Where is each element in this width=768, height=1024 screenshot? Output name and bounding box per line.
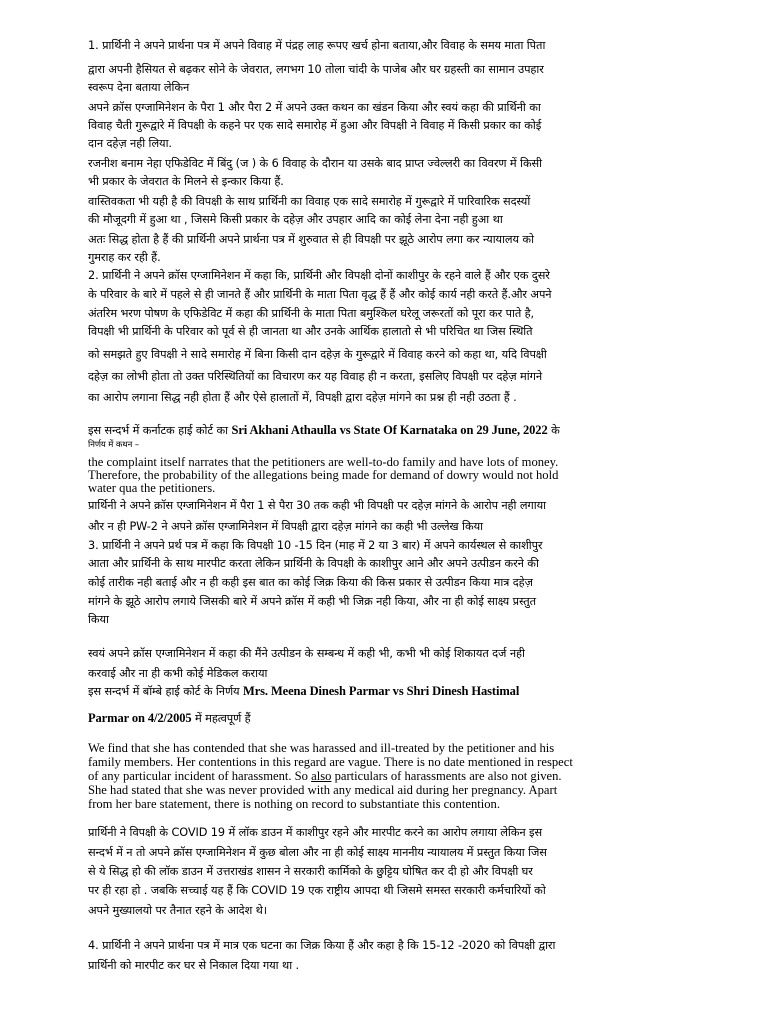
- bombay-quote-line-3: [88, 770, 688, 783]
- para3-line: मांगने के झूठे आरोप लगाये जिसकी बारे में अपने क्रॉस में कही भी जिक्र नही किया, और ना ही कोई साक्ष्य प्रस्तुत: [88, 595, 536, 608]
- para3-line: किया: [88, 613, 109, 626]
- covid-line: से ये सिद्ध हो की लॉक डाउन में उत्तराखंड शासन ने सरकारी कार्मिको के छुट्टिय घोषित कर दी हो और विपक्षी घर: [88, 865, 533, 878]
- bombay-quote-line-3-suffix: particulars of harassments are also not given.: [331, 770, 562, 783]
- bombay-quote-line: She had stated that she was never provided with any medical aid during her pregnancy. Apart: [88, 784, 558, 797]
- covid-line: प्रार्थिनी ने विपक्षी के COVID 19 में लॉक डाउन में काशीपुर रहने और मारपीट करने का आरोप लगाया लेकिन इस: [88, 826, 543, 839]
- para4-line: प्रार्थिनी को मारपीट कर घर से निकाल दिया गया था .: [88, 959, 300, 972]
- para1-line: स्वरूप देना बताया लेकिन: [88, 81, 190, 94]
- para1-line: रजनीश बनाम नेहा एफिडेविट में बिंदु (ज ) के 6 विवाह के दौरान या उसके बाद प्राप्त ज्वेल्लरी का विवरण में किसी: [88, 157, 543, 170]
- para1-line: 1. प्रार्थिनी ने अपने प्रार्थना पत्र में अपने विवाह में पंद्रह लाह रूपए खर्च होना बताया,और विवाह के समय माता पिता: [88, 39, 546, 52]
- bombay-quote-line: We find that she has contended that she was harassed and ill-treated by the petitioner and his: [88, 742, 555, 755]
- para3-line: 3. प्रार्थिनी ने अपने प्रर्थ पत्र में कहा कि विपक्षी 10 -15 दिन (माह में 2 या 3 बार) में अपने कार्यस्थल से काशीपुर: [88, 539, 543, 552]
- karnataka-after-line: प्रार्थिनी ने अपने क्रॉस एग्जामिनेशन में पैरा 1 से पैरा 30 तक कही भी विपक्षी पर दहेज़ मांगने के आरोप नही लगाया: [88, 499, 546, 512]
- bombay-quote-line: from her bare statement, there is nothing on record to substantiate this contention.: [88, 798, 500, 811]
- bombay-intro: [88, 684, 684, 699]
- para1-line: द्वारा अपनी हैसियत से बढ़कर सोने के जेवरात, लगभग 10 तोला चांदी के पाजेब और घर ग्रहस्ती का सामान उपहार: [88, 63, 544, 76]
- bombay-case-name-part2: Parmar on 4/2/2005: [88, 711, 192, 725]
- para3-after-line: स्वयं अपने क्रॉस एग्जामिनेशन में कहा की मैंने उत्पीडन के सम्बन्ध में कही भी, कभी भी कोई शिकायत दर्ज नही: [88, 647, 525, 660]
- karnataka-case-name: Sri Akhani Athaulla vs State Of Karnataka on 29 June, 2022: [231, 423, 548, 437]
- covid-line: अपने मुख्यालयो पर तैनात रहने के आदेश थे।: [88, 904, 267, 917]
- karnataka-intro-suffix: के: [547, 424, 560, 437]
- para4-line: 4. प्रार्थिनी ने अपने प्रार्थना पत्र में मात्र एक घटना का जिक्र किया हैं और कहा है कि 15-12 -2020 को विपक्षी द्वारा: [88, 939, 556, 952]
- para2-line: अंतरिम भरण पोषण के एफिडेविट में कहा की प्रार्थिनी के माता पिता बमुश्किल घरेलू जरूरतों को पूरा कर पाते है,: [88, 307, 535, 320]
- para2-line: के परिवार के बारे में पहले से ही जानते हैं और प्रार्थिनी के माता पिता वृद्ध हैं हैं और कोई कार्य नही करते हैं.और अपने: [88, 288, 552, 301]
- bombay-intro-cont: [88, 711, 684, 726]
- bombay-quote-line-3-prefix: of any particular incident of harassment. So: [88, 770, 312, 783]
- karnataka-after-line: और न ही PW-2 ने अपने क्रॉस एग्जामिनेशन में विपक्षी द्वारा दहेज़ मांगने का कही भी उल्लेख किया: [88, 520, 483, 533]
- para1-line: अतः सिद्ध होता है हैं की प्रार्थिनी अपने प्रार्थना पत्र में शुरुवात से ही विपक्षी पर झूठे आरोप लगा कर न्यायालय को: [88, 233, 534, 246]
- para1-line: भी प्रकार के जेवरात के मिलने से इन्कार किया हैं.: [88, 175, 284, 188]
- bombay-intro-prefix: इस सन्दर्भ में बॉम्बे हाई कोर्ट के निर्णय: [88, 685, 243, 698]
- para2-line: को समझते हुए विपक्षी ने सादे समारोह में बिना किसी दान दहेज़ के गुरूद्वारे में विवाह करने को कहा था, यदि विपक्षी: [88, 348, 547, 361]
- para1-line: अपने क्रॉस एग्जामिनेशन के पैरा 1 और पैरा 2 में अपने उक्त कथन का खंडन किया और स्वयं कहा की प्रार्थिनी का: [88, 101, 541, 114]
- para1-line: की मौजूदगी में हुआ था , जिसमे किसी प्रकार के दहेज़ और उपहार आदि का कोई लेना देना नही हुआ था: [88, 213, 503, 226]
- karnataka-quote-line: water qua the petitioners.: [88, 482, 216, 495]
- karnataka-quote-line: Therefore, the probability of the allegations being made for demand of dowry would not hold: [88, 469, 559, 482]
- para3-line: आता और प्रार्थिनी के साथ मारपीट करता लेकिन प्रार्थिनी के विपक्षी के काशीपुर आने और अपने उत्पीडन करने की: [88, 557, 539, 570]
- para3-after-line: करवाई और ना ही कभी कोई मेडिकल कराया: [88, 667, 268, 680]
- para3-line: कोई तारीक नही बताई और न ही कही इस बात का कोई जिक्र किया की किस प्रकार से उत्पीडन किया मात्र दहेज़: [88, 576, 533, 589]
- underlined-word: also: [311, 770, 332, 783]
- bombay-quote-line: family members. Her contentions in this regard are vague. There is no date mentioned in respect: [88, 756, 573, 769]
- karnataka-quote-line: the complaint itself narrates that the petitioners are well-to-do family and have lots of money.: [88, 456, 559, 469]
- para2-line: 2. प्रार्थिनी ने अपने क्रॉस एग्जामिनेशन में कहा कि, प्रार्थिनी और विपक्षी दोनों काशीपुर के रहने वाले हैं और एक दुसरे: [88, 269, 550, 282]
- karnataka-intro-prefix: इस सन्दर्भ में कर्नाटक हाई कोर्ट का: [88, 424, 232, 437]
- para1-line: दान दहेज़ नही लिया.: [88, 137, 172, 150]
- covid-line: पर ही रहा हो . जबकि सच्चाई यह हैं कि COVID 19 एक राष्ट्रीय आपदा थी जिसमे समस्त सरकारी कर्मचारियों को: [88, 884, 546, 897]
- karnataka-small-line: निर्णय में कथन –: [88, 440, 140, 450]
- covid-line: सन्दर्भ में न तो अपने क्रॉस एग्जामिनेशन में कुछ बोला और ना ही कोई साक्ष्य माननीय न्यायालय में प्रस्तुत किया जिस: [88, 846, 547, 859]
- para1-line: वास्तिवकता भी यही है की विपक्षी के साथ प्रार्थिनी का विवाह एक सादे समारोह में गुरूद्वारे में पारिवारिक सदस्यों: [88, 195, 531, 208]
- karnataka-intro: [88, 423, 684, 438]
- para2-line: का आरोप लगाना सिद्ध नही होता हैं और ऐसे हालातों में, विपक्षी द्वारा दहेज़ मांगने का प्रश्न ही नही उठता हैं .: [88, 391, 517, 404]
- bombay-intro-suffix: में महत्वपूर्ण हैं: [191, 712, 251, 725]
- para2-line: दहेज़ का लोभी होता तो उक्त परिस्थितियों का विचारण कर यह विवाह ही न करता, इसलिए विपक्षी पर दहेज़ मांगने: [88, 370, 543, 383]
- para2-line: विपक्षी भी प्रार्थिनी के परिवार को पूर्व से ही जानता था और उनके आर्थिक हालातो से भी परिचित था जिस स्थिति: [88, 325, 533, 338]
- para1-line: गुमराह कर रही हैं.: [88, 251, 161, 264]
- bombay-case-name-part1: Mrs. Meena Dinesh Parmar vs Shri Dinesh Hastimal: [243, 684, 520, 698]
- para1-line: विवाह चैती गुरूद्वारे में विपक्षी के कहने पर एक सादे समारोह में हुआ और विपक्षी ने विवाह में किसी प्रकार का कोई: [88, 119, 542, 132]
